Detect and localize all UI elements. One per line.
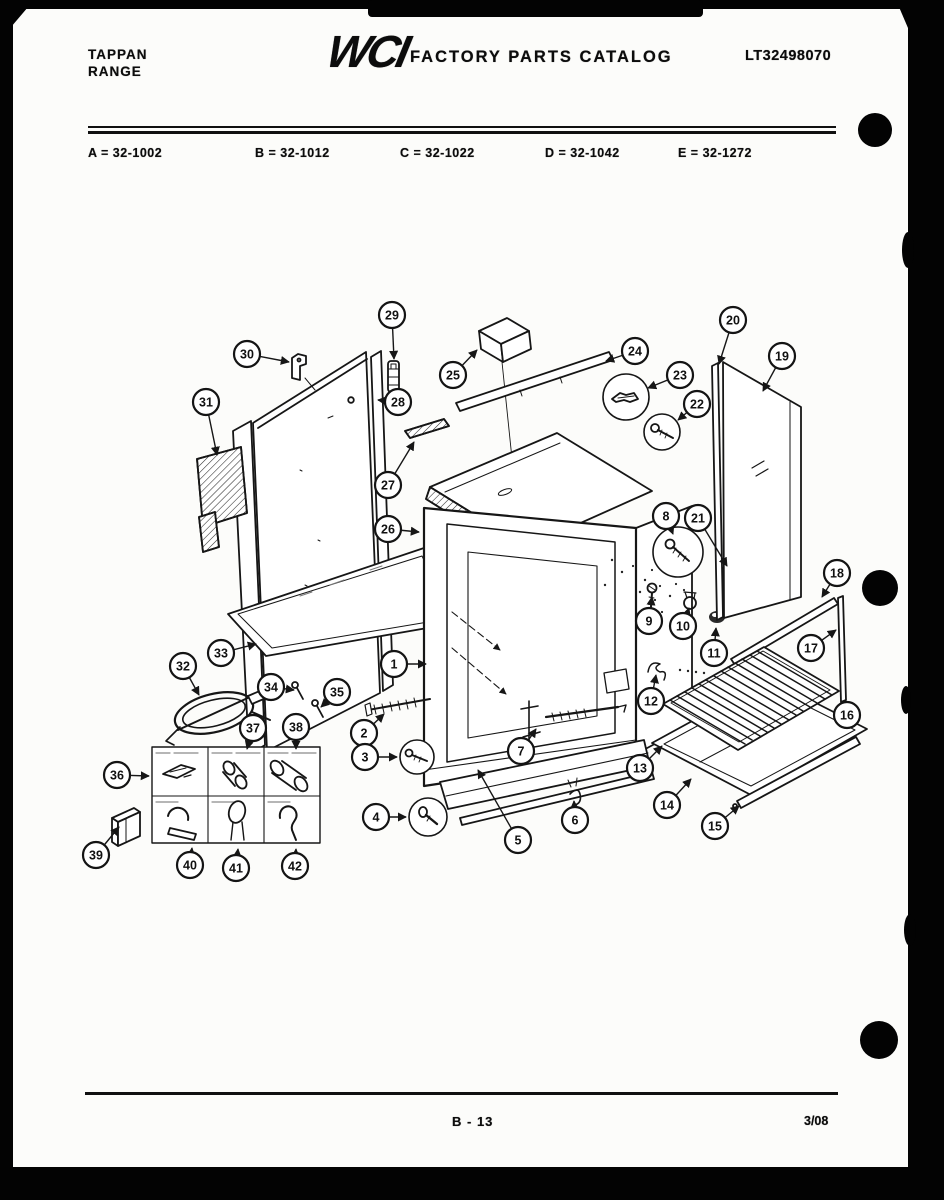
callout-18	[822, 560, 850, 597]
right-side-panel-19	[712, 362, 801, 620]
callout-31	[193, 389, 219, 455]
brand-line1: TAPPAN	[88, 47, 148, 62]
magnifier-screw-8	[653, 527, 703, 577]
callout-14	[654, 779, 691, 818]
balloon-number-36: 36	[110, 768, 124, 783]
punch-hole-middle	[862, 570, 898, 606]
model-b: B = 32-1012	[255, 146, 330, 160]
callout-15	[702, 806, 739, 839]
revision-date: 3/08	[804, 1114, 829, 1128]
callout-11	[701, 628, 727, 666]
balloon-number-14: 14	[660, 798, 674, 813]
scan-edge-right	[908, 0, 944, 1200]
callout-1	[381, 651, 426, 677]
balloon-number-22: 22	[690, 397, 704, 412]
balloon-number-3: 3	[361, 750, 369, 765]
balloon-number-26: 26	[381, 522, 395, 537]
model-a: A = 32-1002	[88, 146, 163, 160]
scan-edge-bottom	[0, 1167, 944, 1200]
magnifier-screw-22	[644, 414, 680, 450]
callout-4	[363, 804, 406, 830]
callout-32	[170, 653, 199, 695]
magnifier-screw-3	[400, 740, 434, 774]
callout-40	[177, 848, 203, 878]
balloon-number-27: 27	[381, 478, 395, 493]
balloon-number-37: 37	[246, 721, 260, 736]
callout-22	[678, 391, 710, 420]
balloon-number-30: 30	[240, 347, 254, 362]
balloon-number-23: 23	[673, 368, 687, 383]
magnifier-wingnut-23	[603, 374, 649, 420]
balloon-number-10: 10	[676, 619, 690, 634]
model-c: C = 32-1022	[400, 146, 475, 160]
balloon-number-13: 13	[633, 761, 647, 776]
side-strip-17	[838, 596, 846, 702]
document-number: LT32498070	[745, 48, 832, 64]
balloon-number-32: 32	[176, 659, 190, 674]
page-number: B - 13	[452, 1114, 494, 1129]
balloon-number-42: 42	[288, 859, 302, 874]
balloon-number-41: 41	[229, 861, 243, 876]
balloon-number-15: 15	[708, 819, 722, 834]
balloon-number-9: 9	[645, 614, 653, 629]
callout-19	[763, 343, 795, 391]
scan-corner-top-left	[0, 0, 34, 40]
balloon-number-11: 11	[707, 646, 721, 661]
balloon-number-38: 38	[289, 720, 303, 735]
callout-42	[282, 849, 308, 879]
balloon-number-24: 24	[628, 344, 642, 359]
balloon-number-16: 16	[840, 708, 854, 723]
callout-39	[83, 827, 119, 868]
balloon-number-8: 8	[662, 509, 670, 524]
main-cabinet-body-1	[424, 506, 692, 786]
balloon-number-31: 31	[199, 395, 213, 410]
balloon-number-29: 29	[385, 308, 399, 323]
balloon-number-18: 18	[830, 566, 844, 581]
punch-hole-top	[858, 113, 892, 147]
callout-17	[798, 630, 836, 661]
bracket-30	[292, 354, 315, 390]
catalog-title: FACTORY PARTS CATALOG	[410, 48, 673, 66]
balloon-number-7: 7	[517, 744, 525, 759]
model-d: D = 32-1042	[545, 146, 620, 160]
callout-16	[833, 702, 860, 728]
balloon-number-5: 5	[514, 833, 522, 848]
balloon-number-21: 21	[691, 511, 705, 526]
balloon-number-35: 35	[330, 685, 344, 700]
balloon-number-33: 33	[214, 646, 228, 661]
balloon-number-20: 20	[726, 313, 740, 328]
small-bar-27	[405, 419, 449, 438]
callout-36	[104, 762, 149, 788]
callout-41	[223, 849, 249, 881]
balloon-number-40: 40	[183, 858, 197, 873]
callout-20	[719, 307, 746, 364]
balloon-number-19: 19	[775, 349, 789, 364]
corner-bracket-39	[112, 808, 140, 846]
punch-hole-bottom	[860, 1021, 898, 1059]
callout-38	[283, 714, 309, 749]
balloon-number-2: 2	[360, 726, 368, 741]
callout-23	[648, 362, 693, 388]
callout-29	[379, 302, 405, 359]
balloon-number-28: 28	[391, 395, 405, 410]
callout-30	[234, 341, 289, 367]
balloon-number-1: 1	[390, 657, 398, 672]
balloon-number-17: 17	[804, 641, 818, 656]
top-trim-strip-24	[456, 352, 613, 411]
balloon-number-39: 39	[89, 848, 103, 863]
balloon-number-6: 6	[571, 813, 579, 828]
wci-logo: WCI	[322, 26, 413, 77]
callout-3	[352, 744, 397, 770]
small-parts-grid-36	[152, 747, 320, 843]
scan-edge-left	[0, 0, 13, 1200]
clip-29	[388, 361, 399, 392]
scan-blob-top	[368, 0, 703, 17]
balloon-number-25: 25	[446, 368, 460, 383]
brand-line2: RANGE	[88, 64, 142, 79]
model-e: E = 32-1272	[678, 146, 752, 160]
callout-25	[440, 350, 477, 388]
callout-26	[375, 516, 419, 542]
balloon-number-12: 12	[644, 694, 658, 709]
balloon-number-34: 34	[264, 680, 278, 695]
magnifier-bolt-4	[409, 798, 447, 836]
long-screw-2	[365, 698, 430, 716]
callout-2	[351, 714, 384, 746]
balloon-number-4: 4	[372, 810, 380, 825]
